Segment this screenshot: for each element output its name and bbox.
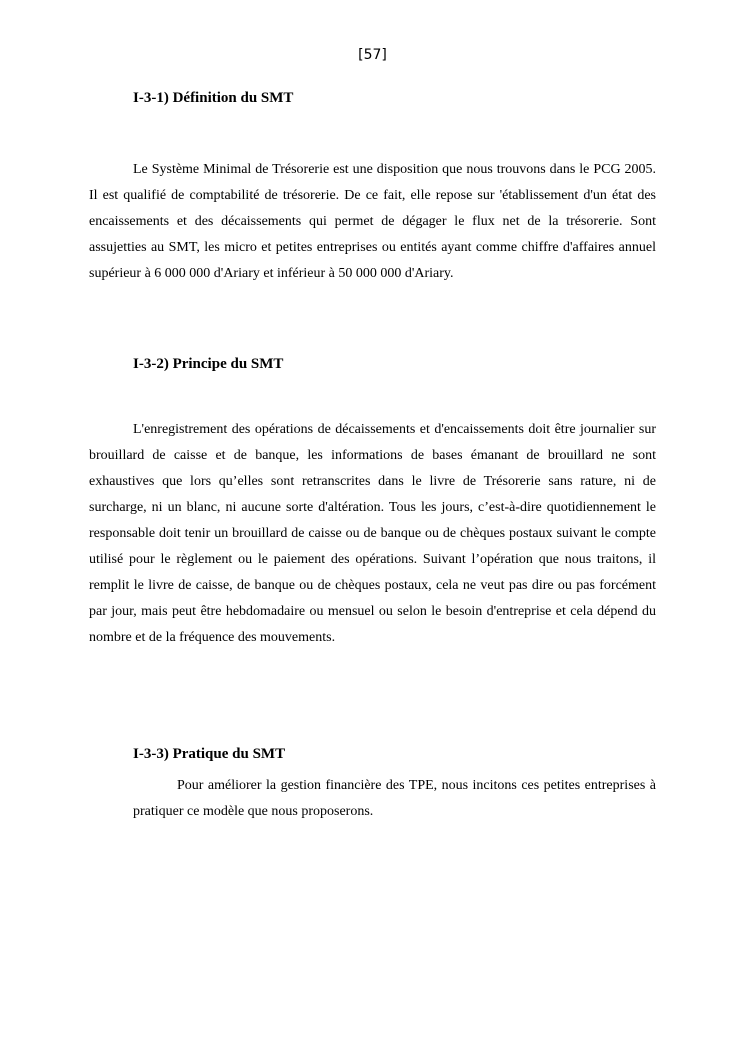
section-paragraph-principe: L'enregistrement des opérations de décaissements et d'encaissements doit être journalier sur brouillard de caisse et de banque, les informations de bases émanant de brouillard ne sont exhaustives que lors qu’elles sont retranscrites dans le livre de Trésorerie sans rature, ni de surcharge, ni un blanc, ni aucune sorte d'altération. Tous les jours, c’est-à-dire quotidiennement le responsable doit tenir un brouillard de caisse ou de banque ou de chèques postaux suivant le compte utilisé pour le règlement ou le paiement des opérations. Suivant l’opération que nous traitons, il remplit le livre de caisse, de banque ou de chèques postaux, cela ne veut pas dire ou pas forcément par jour, mais peut être hebdomadaire ou mensuel ou selon le besoin d'entreprise et cela dépend du nombre et de la fréquence des mouvements. — [89, 422, 656, 645]
section-paragraph-pratique: Pour améliorer la gestion financière des TPE, nous incitons ces petites entreprises à pratiquer ce modèle que nous proposerons. — [133, 778, 656, 819]
section-paragraph-definition: Le Système Minimal de Trésorerie est une disposition que nous trouvons dans le PCG 2005. Il est qualifié de comptabilité de trésorerie. De ce fait, elle repose sur 'établissement d'un état des encaissements et des décaissements qui permet de dégager le flux net de la trésorerie. Sont assujetties au SMT, les micro et petites entreprises ou entités ayant comme chiffre d'affaires annuel supérieur à 6 000 000 d'Ariary et inférieur à 50 000 000 d'Ariary. — [89, 162, 656, 281]
section-heading-principe: I-3-2) Principe du SMT — [133, 356, 284, 372]
section-heading-definition: I-3-1) Définition du SMT — [133, 90, 294, 106]
page-number: [57] — [358, 47, 387, 63]
section-heading-pratique: I-3-3) Pratique du SMT — [133, 746, 286, 762]
